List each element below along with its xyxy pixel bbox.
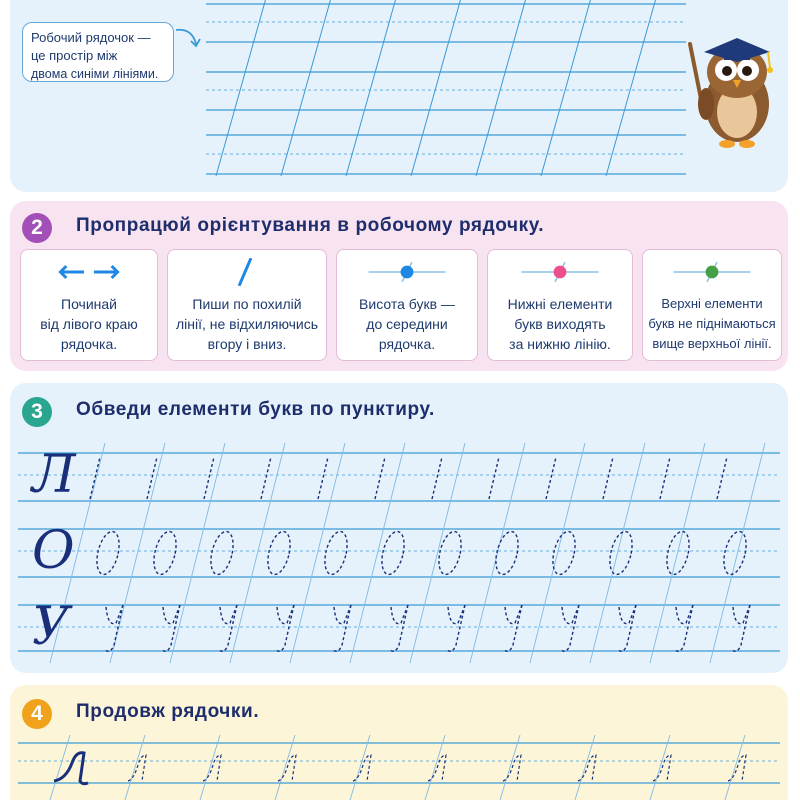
tip-text-line: Нижні елементи bbox=[507, 296, 613, 312]
tip-text-line: рядочка. bbox=[60, 336, 118, 352]
callout-arrow-icon bbox=[174, 24, 204, 54]
callout-line: це простір між bbox=[31, 48, 118, 63]
tip-text-line: за нижню лінію. bbox=[509, 336, 611, 352]
section-orientation bbox=[10, 201, 788, 371]
tip-card bbox=[20, 249, 158, 361]
tip-card bbox=[487, 249, 633, 361]
tip-text-line: букв виходять bbox=[514, 316, 606, 332]
continue-rows-worksheet bbox=[10, 685, 788, 800]
section-trace-elements bbox=[10, 383, 788, 673]
owl-teacher-icon bbox=[682, 4, 782, 154]
tip-card bbox=[167, 249, 327, 361]
sample-letter: О bbox=[32, 521, 75, 581]
tip-text-line: Починай bbox=[61, 296, 117, 312]
tip-text-line: букв не піднімаються bbox=[648, 316, 776, 331]
sample-letter: У bbox=[32, 597, 70, 657]
section-continue-rows bbox=[10, 685, 788, 800]
tip-card bbox=[336, 249, 478, 361]
tip-text-line: від лівого краю bbox=[40, 316, 138, 332]
tip-card bbox=[642, 249, 782, 361]
tip-text-line: рядочка. bbox=[378, 336, 436, 352]
callout-line: двома синіми лініями. bbox=[31, 67, 159, 81]
tip-text-line: Верхні елементи bbox=[661, 296, 763, 311]
tip-text-line: до середини bbox=[366, 316, 448, 332]
callout-line: Робочий рядочок — bbox=[31, 30, 151, 45]
tip-text-line: Висота букв — bbox=[359, 296, 455, 312]
tip-text-line: лінії, не відхиляючись bbox=[175, 316, 319, 332]
definition-callout bbox=[22, 22, 174, 82]
sample-letter-script bbox=[54, 753, 88, 784]
sample-letter: Л bbox=[32, 445, 76, 505]
slant-line-icon bbox=[168, 258, 326, 286]
section-number-badge: 2 bbox=[22, 213, 52, 243]
tip-text-line: Пиши по похилій bbox=[192, 296, 302, 312]
double-arrow-icon bbox=[21, 258, 157, 286]
section-number-badge: 4 bbox=[22, 699, 52, 729]
section-title: Продовж рядочки. bbox=[76, 701, 260, 722]
tip-text-line: вгору і вниз. bbox=[207, 336, 287, 352]
section-number-badge: 3 bbox=[22, 397, 52, 427]
section-working-line bbox=[10, 0, 788, 192]
tracing-worksheet bbox=[10, 383, 788, 673]
tip-text-line: вище верхньої лінії. bbox=[652, 336, 772, 351]
section-title: Обведи елементи букв по пунктиру. bbox=[76, 399, 435, 420]
blue-dot-icon bbox=[337, 258, 477, 286]
ruling-lines bbox=[196, 0, 696, 192]
green-dot-icon bbox=[643, 258, 781, 286]
section-title: Пропрацюй орієнтування в робочому рядочку. bbox=[76, 215, 545, 236]
pink-dot-icon bbox=[488, 258, 632, 286]
